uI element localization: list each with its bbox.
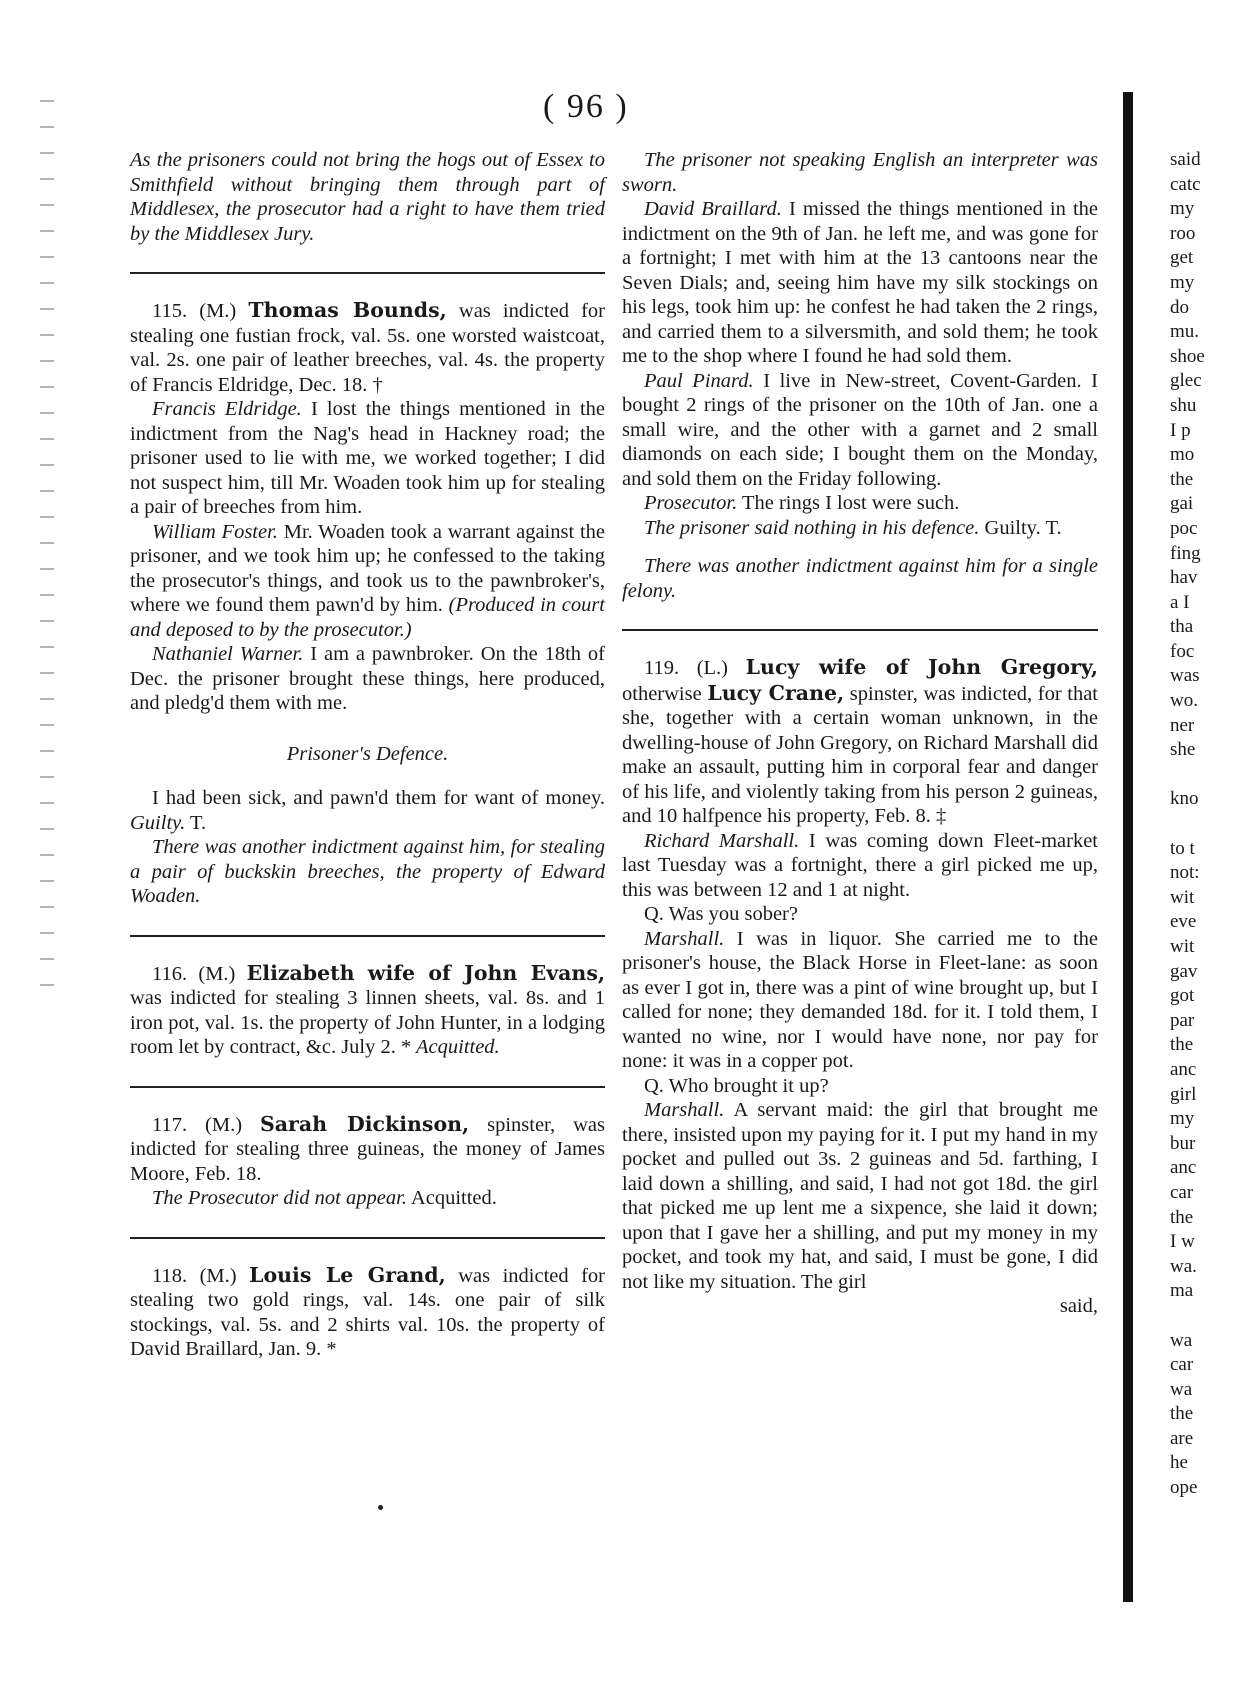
testimony-text: Mr. Woaden took a warrant against the prisoner, and we took him up; he confessed to the taking the prosecutor's things, and took us to the pawnbroker's, where we found them pawn'd by him.	[130, 520, 605, 616]
bleed-fragment: gai	[1170, 493, 1194, 515]
testimony-text: The rings I lost were such.	[737, 492, 960, 514]
bleed-fragment: my	[1170, 271, 1195, 293]
divider	[130, 935, 605, 937]
case-116-indictment	[130, 961, 605, 1060]
bleed-fragment: mo	[1170, 444, 1195, 466]
bleed-fragment: my	[1170, 1108, 1195, 1130]
verdict: Acquitted.	[411, 1036, 500, 1058]
witness-name: Richard Marshall.	[644, 829, 800, 852]
bleed-fragment: anc	[1170, 1058, 1197, 1080]
bleed-fragment: car	[1170, 1354, 1194, 1376]
alias-connector: otherwise	[622, 682, 708, 705]
bleed-fragment: wit	[1170, 936, 1195, 957]
bleed-fragment: she	[1170, 739, 1196, 761]
spacer	[622, 540, 1098, 554]
indictment-text: was indicted for stealing one fustian frock, val. 5s. one worsted waistcoat, val. 2s. one pair of leather breeches, val. 4s. the property of Francis Eldridge, Dec. 18. †	[130, 300, 605, 396]
testimony-text: I was in liquor. She carried me to the prisoner's house, the Black Horse in Fleet-lane: as soon as ever I got in, there was a pint of wine brought up, but I called for none; they demanded 18d. for it. I told them, I wanted no wine, nor I would have none, nor pay for none: it was in a copper pot.	[622, 927, 1098, 1072]
defence-text: I had been sick, and pawn'd them for want of money.	[152, 787, 605, 809]
bleed-fragment: I p	[1170, 419, 1191, 441]
witness-name: Nathaniel Warner.	[152, 643, 304, 665]
witness-name: William Foster.	[152, 520, 278, 543]
divider	[130, 1086, 605, 1088]
bleed-fragment	[1170, 1304, 1250, 1329]
bleed-fragment: wo.	[1170, 690, 1198, 712]
bleed-fragment: not:	[1170, 862, 1200, 884]
sentence-mark: T.	[185, 811, 207, 834]
case-117-outcome	[130, 1186, 605, 1211]
divider	[622, 629, 1098, 631]
bleed-fragment: shoe	[1170, 345, 1205, 367]
accused-name: Elizabeth wife of John Evans,	[246, 960, 606, 985]
case-118-testimony-1	[622, 197, 1098, 369]
divider	[130, 272, 605, 274]
bleed-fragment: wa	[1170, 1329, 1193, 1351]
case-115-testimony-3	[130, 642, 605, 716]
bleed-fragment: I w	[1170, 1231, 1195, 1253]
bleed-fragment: my	[1170, 198, 1195, 220]
case-118-outcome	[622, 516, 1098, 541]
binding-shadow	[40, 90, 54, 1010]
testimony-text: I am a pawnbroker. On the 18th of Dec. the prisoner brought these things, here produced, and pledg'd them with me.	[130, 643, 605, 714]
bleed-fragment: the	[1170, 1403, 1194, 1425]
accused-alias: Lucy Crane,	[707, 680, 845, 705]
witness-name: Paul Pinard.	[644, 369, 754, 392]
bleed-fragment: get	[1170, 247, 1194, 269]
indictment-text: was indicted for stealing two gold rings, val. 14s. one pair of silk stockings, val. 5s. and 2 shirts val. 10s. the property of David Braillard, Jan. 9. *	[130, 1264, 605, 1360]
case-118-indictment	[130, 1263, 605, 1362]
bleed-fragment: wa	[1170, 1378, 1193, 1400]
interpreter-note: The prisoner not speaking English an interpreter was sworn.	[622, 149, 1098, 196]
verdict: Acquitted.	[406, 1187, 497, 1209]
bleed-fragment: said	[1170, 149, 1201, 170]
bleed-fragment: the	[1170, 1034, 1194, 1056]
court-note: (Produced in court and deposed to by the prosecutor.)	[130, 594, 606, 641]
bleed-fragment: gav	[1170, 960, 1198, 982]
jurisdiction-note: As the prisoners could not bring the hogs out of Essex to Smithfield without bringing them through part of Middlesex, the prosecutor had a right to have them tried by the Middlesex Jury.	[130, 149, 605, 245]
case-119-testimony-1	[622, 829, 1098, 903]
bleed-fragment: glec	[1170, 370, 1202, 392]
case-118-testimony-3	[622, 491, 1098, 516]
witness-name: David Braillard.	[644, 198, 782, 220]
bleed-fragment	[1170, 812, 1250, 837]
case-118-testimony-2	[622, 369, 1098, 492]
bleed-fragment: to t	[1170, 837, 1195, 859]
testimony-text: A servant maid: the girl that brought me there, insisted upon my paying for it. I put my hand in my pocket and pulled out 3s. 2 guineas and 5d. farthing, I laid down a shilling, and said, I had not got 18d. the girl that picked me up lent me a sixpence, she laid it down; upon that I gave her a shilling, and put my money in my pocket, and took my hat, and said, I must be gone, I did not like my situation. The girl	[622, 1099, 1098, 1293]
bleed-fragment: car	[1170, 1181, 1194, 1203]
bleed-fragment: eve	[1170, 911, 1197, 933]
bleed-fragment: a I	[1170, 591, 1190, 613]
case-115-testimony-2	[130, 520, 605, 643]
testimony-text: I was coming down Fleet-market last Tuesday was a fortnight, there a girl picked me up, this was between 12 and 1 at night.	[622, 829, 1099, 901]
bleed-fragment: are	[1170, 1427, 1194, 1449]
case-number: 118. (M.)	[152, 1264, 237, 1287]
bleed-fragment: foc	[1170, 640, 1195, 662]
page-edge-shadow	[1123, 92, 1133, 1602]
case-119-answer-2	[622, 1098, 1098, 1294]
court-note: The Prosecutor did not appear.	[152, 1187, 407, 1209]
case-117-indictment	[130, 1112, 605, 1187]
case-number: 116. (M.)	[152, 962, 236, 985]
indictment-text: spinster, was indicted, for that she, together with a certain woman unknown, in the dwelling-house of John Gregory, on Richard Marshall did make an assault, putting him in corporal fear and danger of his life, and violently taking from his person 2 guineas, and 10 halfpence his property, Feb. 8. ‡	[622, 682, 1098, 827]
accused-name: Sarah Dickinson,	[259, 1111, 470, 1136]
bleed-fragment: the	[1170, 468, 1194, 490]
case-119-question-2: Q. Who brought it up?	[644, 1074, 829, 1097]
accused-name: Louis Le Grand,	[249, 1262, 446, 1287]
bleed-fragment	[1170, 763, 1250, 788]
bleed-fragment: anc	[1170, 1157, 1197, 1179]
bleed-fragment: got	[1170, 985, 1195, 1007]
case-118-other-indictment: There was another indictment against him for a single felony.	[622, 555, 1098, 602]
case-115-indictment	[130, 298, 605, 397]
indictment-text: spinster, was indicted for stealing three guineas, the money of James Moore, Feb. 18.	[130, 1113, 605, 1185]
bleed-fragment: the	[1170, 1206, 1194, 1228]
case-119-indictment	[622, 655, 1098, 829]
bleed-fragment: wit	[1170, 886, 1195, 908]
witness-name: Marshall.	[644, 927, 725, 950]
page-number: ( 96 )	[543, 88, 629, 125]
case-115-other-indictment: There was another indictment against him, for stealing a pair of buckskin breeches, the property of Edward Woaden.	[130, 836, 605, 907]
bleed-fragment: ma	[1170, 1280, 1194, 1302]
defence-heading: Prisoner's Defence.	[286, 742, 449, 765]
testimony-text: I missed the things mentioned in the indictment on the 9th of Jan. he left me, and was gone for a fortnight; I met with him at the 13 cantoons near the Seven Dials; and, seeing him have my silk stockings on his legs, took him up: he confest he had taken the 2 rings, and carried them to a silversmith, and sold them; he took me to the shop where I found he had sold them.	[622, 198, 1098, 367]
case-119-answer-1	[622, 927, 1098, 1074]
facing-page-bleed	[1170, 148, 1250, 1501]
indictment-text: was indicted for stealing 3 linnen sheets, val. 8s. and 1 iron pot, val. 1s. the property of John Hunter, in a lodging room let by contract, &c. July 2. *	[130, 987, 605, 1058]
bleed-fragment: hav	[1170, 567, 1198, 589]
case-119-question-1: Q. Was you sober?	[644, 903, 798, 925]
catchword: said,	[1059, 1295, 1098, 1317]
bleed-fragment: girl	[1170, 1083, 1197, 1105]
bleed-fragment: do	[1170, 296, 1189, 318]
divider	[130, 1237, 605, 1239]
case-number: 115. (M.)	[152, 300, 237, 322]
bleed-fragment: bur	[1170, 1132, 1196, 1154]
bleed-fragment: catc	[1170, 173, 1201, 195]
right-column	[622, 148, 1098, 1319]
bleed-fragment: kno	[1170, 788, 1199, 810]
case-number: 117. (M.)	[152, 1113, 243, 1136]
accused-name: Thomas Bounds,	[248, 298, 447, 322]
bleed-fragment: roo	[1170, 222, 1196, 244]
verdict: Guilty. T.	[979, 516, 1062, 539]
witness-name: Prosecutor.	[644, 492, 738, 514]
bleed-fragment: was	[1170, 665, 1200, 687]
witness-name: Francis Eldridge.	[152, 398, 302, 420]
bleed-fragment: par	[1170, 1009, 1195, 1031]
testimony-text: I lost the things mentioned in the indictment from the Nag's head in Hackney road; the prisoner used to lie with me, we worked together; I did not suspect him, till Mr. Woaden took him up for stealing a pair of breeches from him.	[130, 398, 605, 518]
witness-name: Marshall.	[644, 1099, 725, 1121]
bleed-fragment: ope	[1170, 1477, 1198, 1499]
bleed-fragment: fing	[1170, 542, 1201, 564]
bleed-fragment: ner	[1170, 714, 1195, 736]
case-number: 119. (L.)	[644, 657, 729, 679]
bleed-fragment: mu.	[1170, 321, 1200, 343]
bleed-fragment: he	[1170, 1452, 1188, 1474]
bleed-fragment: tha	[1170, 616, 1194, 638]
testimony-text: I live in New-street, Covent-Garden. I bought 2 rings of the prisoner on the 10th of Jan. one a small wire, and the other with a garnet and 2 small diamonds on each side; I bought them on the Monday, and sold them on the Friday following.	[622, 369, 1099, 490]
verdict: Guilty.	[130, 811, 186, 834]
defence-text: The prisoner said nothing in his defence.	[644, 516, 980, 539]
case-115-testimony-1	[130, 397, 605, 520]
bleed-fragment: poc	[1170, 517, 1198, 539]
accused-name: Lucy wife of John Gregory,	[745, 655, 1098, 679]
printer-mark	[378, 1505, 383, 1510]
left-column	[130, 148, 605, 1362]
case-115-defence	[130, 786, 605, 835]
bleed-fragment: wa.	[1170, 1255, 1197, 1277]
bleed-fragment: shu	[1170, 394, 1197, 416]
